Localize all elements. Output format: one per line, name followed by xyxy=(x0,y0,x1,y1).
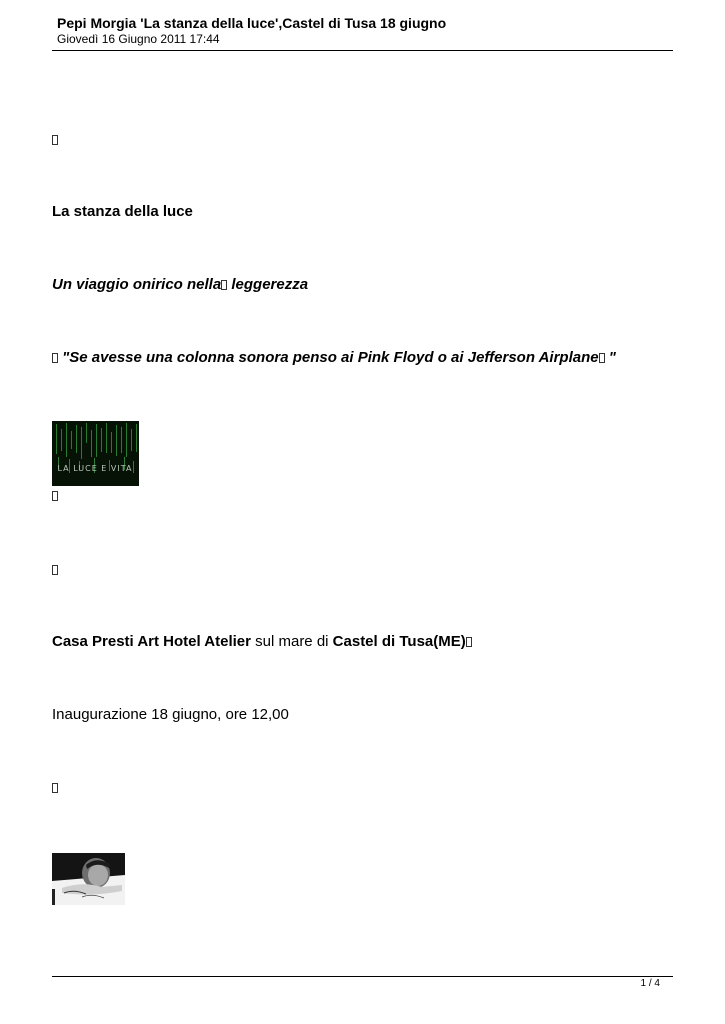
placeholder-glyph-icon xyxy=(52,133,60,145)
quote-text-end: " xyxy=(604,349,616,366)
image-caption: LA LUCE E VITA xyxy=(57,464,133,473)
placeholder-glyph-icon xyxy=(52,781,60,793)
footer-rule xyxy=(52,976,673,977)
placeholder-glyph-icon xyxy=(52,563,60,575)
header-rule xyxy=(52,50,673,51)
matrix-image-art xyxy=(52,421,139,486)
venue-middle: sul mare di xyxy=(250,633,333,650)
page-header-date: Giovedì 16 Giugno 2011 17:44 xyxy=(57,32,220,46)
matrix-image xyxy=(52,421,139,486)
subtitle-text-end: leggerezza xyxy=(227,276,309,293)
article-heading: La stanza della luce xyxy=(52,203,193,220)
article-subtitle xyxy=(52,276,308,293)
placeholder-glyph-icon xyxy=(466,637,472,647)
quote-text: "Se avesse una colonna sonora penso ai Pink Floyd o ai Jefferson Airplane xyxy=(58,349,599,366)
portrait-image xyxy=(52,853,125,905)
subtitle-text: Un viaggio onirico nella xyxy=(52,276,222,293)
page-header-title: Pepi Morgia 'La stanza della luce',Castel di Tusa 18 giugno xyxy=(57,15,447,31)
venue-name: Casa Presti Art Hotel Atelier xyxy=(52,633,251,650)
venue-line xyxy=(52,633,472,650)
portrait-image-art xyxy=(52,853,125,905)
venue-location: Castel di Tusa(ME) xyxy=(332,633,466,650)
page-number: 1 / 4 xyxy=(640,978,660,989)
article-quote xyxy=(52,349,616,366)
inauguration-line: Inaugurazione 18 giugno, ore 12,00 xyxy=(52,706,289,723)
placeholder-glyph-icon xyxy=(52,489,60,501)
